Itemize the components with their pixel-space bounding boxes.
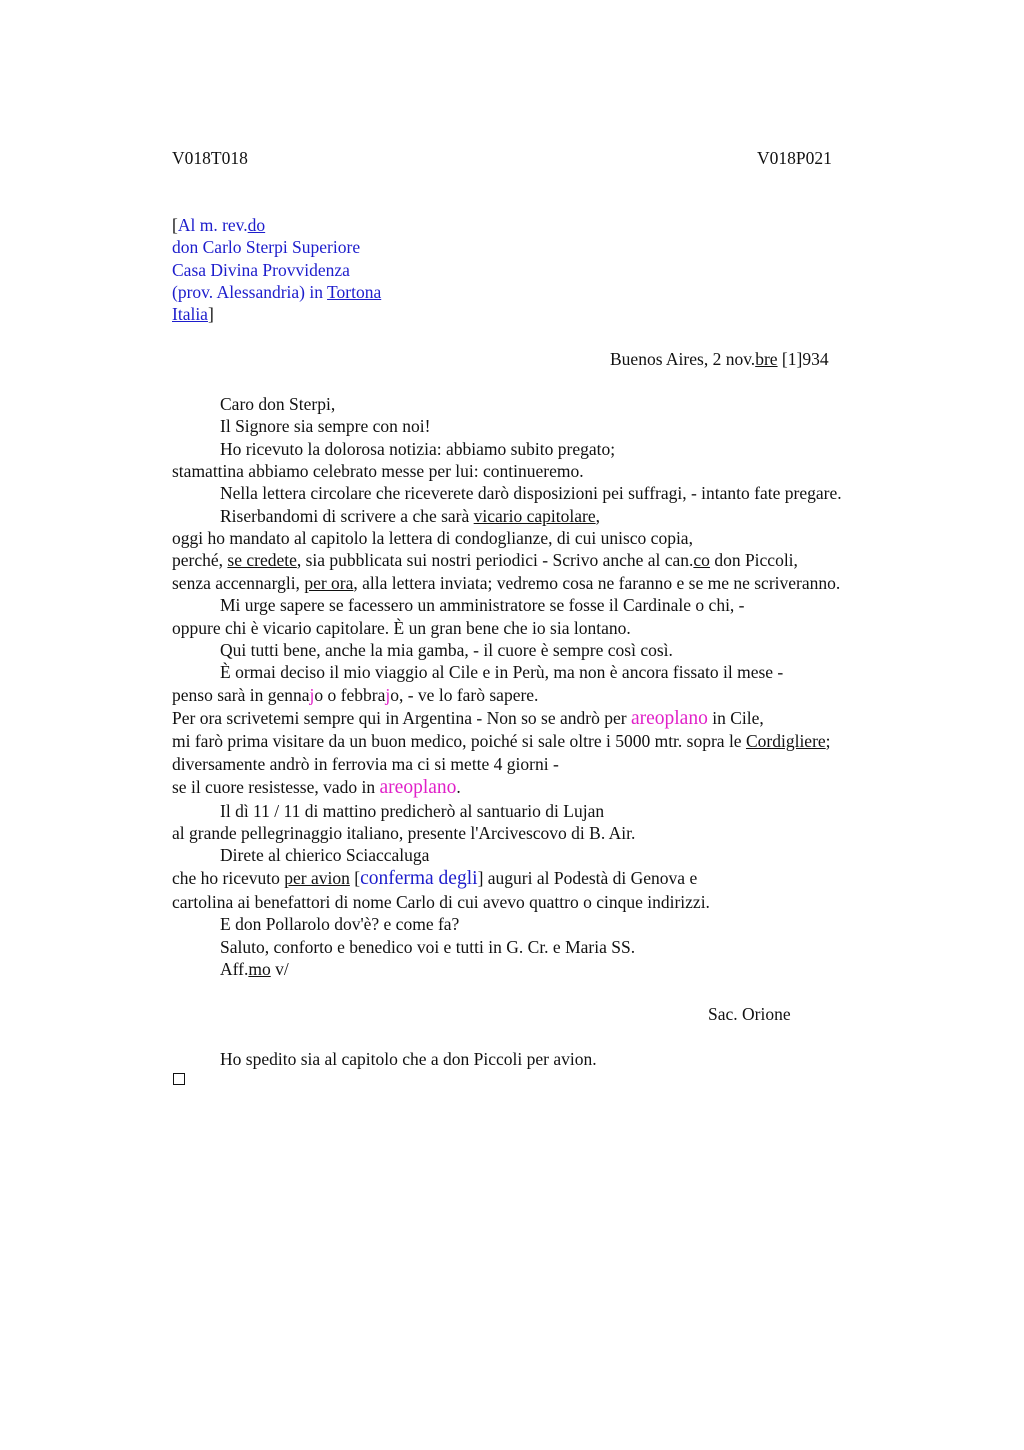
body-line: È ormai deciso il mio viaggio al Cile e in Perù, ma non è ancora fissato il mese -: [220, 662, 784, 682]
dateline: Buenos Aires, 2 nov.bre [1]934: [610, 349, 829, 369]
document-code-left: V018T018: [172, 148, 248, 168]
body-line: Mi urge sapere se facessero un amministratore se fosse il Cardinale o chi, -: [220, 595, 745, 615]
body-line: Nella lettera circolare che riceverete darò disposizioni pei suffragi, - intanto fate pregare.: [220, 483, 842, 503]
body-line: Per ora scrivetemi sempre qui in Argentina - Non so se andrò per areoplano in Cile,: [172, 708, 764, 729]
signature: Sac. Orione: [708, 1004, 791, 1024]
address-line-5: Italia]: [172, 304, 214, 324]
body-line: Caro don Sterpi,: [220, 394, 336, 414]
address-line-3: Casa Divina Provvidenza: [172, 260, 350, 280]
body-line: al grande pellegrinaggio italiano, presente l'Arcivescovo di B. Air.: [172, 823, 636, 843]
address-line-2: don Carlo Sterpi Superiore: [172, 237, 361, 257]
body-line: Aff.mo v/: [220, 959, 289, 979]
body-line: Qui tutti bene, anche la mia gamba, - il cuore è sempre così così.: [220, 640, 673, 660]
body-line: E don Pollarolo dov'è? e come fa?: [220, 914, 460, 934]
body-line: perché, se credete, sia pubblicata sui nostri periodici - Scrivo anche al can.co don Piccoli,: [172, 550, 798, 570]
body-line: che ho ricevuto per avion [conferma degli] auguri al Podestà di Genova e: [172, 868, 698, 889]
body-line: Riserbandomi di scrivere a che sarà vicario capitolare,: [220, 506, 600, 526]
checkbox-icon: [173, 1073, 185, 1085]
body-line: Direte al chierico Sciaccaluga: [220, 845, 430, 865]
body-line: mi farò prima visitare da un buon medico, poiché si sale oltre i 5000 mtr. sopra le Cordigliere;: [172, 731, 831, 751]
body-line: Il dì 11 / 11 di mattino predicherò al santuario di Lujan: [220, 801, 605, 821]
body-line: oggi ho mandato al capitolo la lettera di condoglianze, di cui unisco copia,: [172, 528, 693, 548]
body-line: stamattina abbiamo celebrato messe per lui: continueremo.: [172, 461, 584, 481]
body-line: cartolina ai benefattori di nome Carlo di cui avevo quattro o cinque indirizzi.: [172, 892, 710, 912]
body-line: Il Signore sia sempre con noi!: [220, 416, 431, 436]
document-code-right: V018P021: [757, 148, 832, 168]
address-line-4: (prov. Alessandria) in Tortona: [172, 282, 382, 302]
body-line: penso sarà in gennajo o febbrajo, - ve lo farò sapere.: [172, 685, 539, 705]
postscript: Ho spedito sia al capitolo che a don Piccoli per avion.: [220, 1049, 597, 1069]
body-line: se il cuore resistesse, vado in areoplano.: [172, 777, 461, 798]
body-line: senza accennargli, per ora, alla lettera inviata; vedremo cosa ne faranno e se me ne scriveranno.: [172, 573, 841, 593]
body-line: Ho ricevuto la dolorosa notizia: abbiamo subito pregato;: [220, 439, 616, 459]
body-line: Saluto, conforto e benedico voi e tutti in G. Cr. e Maria SS.: [220, 937, 636, 957]
body-line: oppure chi è vicario capitolare. È un gran bene che io sia lontano.: [172, 618, 631, 638]
body-line: diversamente andrò in ferrovia ma ci si mette 4 giorni -: [172, 754, 559, 774]
address-line-1: [Al m. rev.do: [172, 215, 266, 235]
